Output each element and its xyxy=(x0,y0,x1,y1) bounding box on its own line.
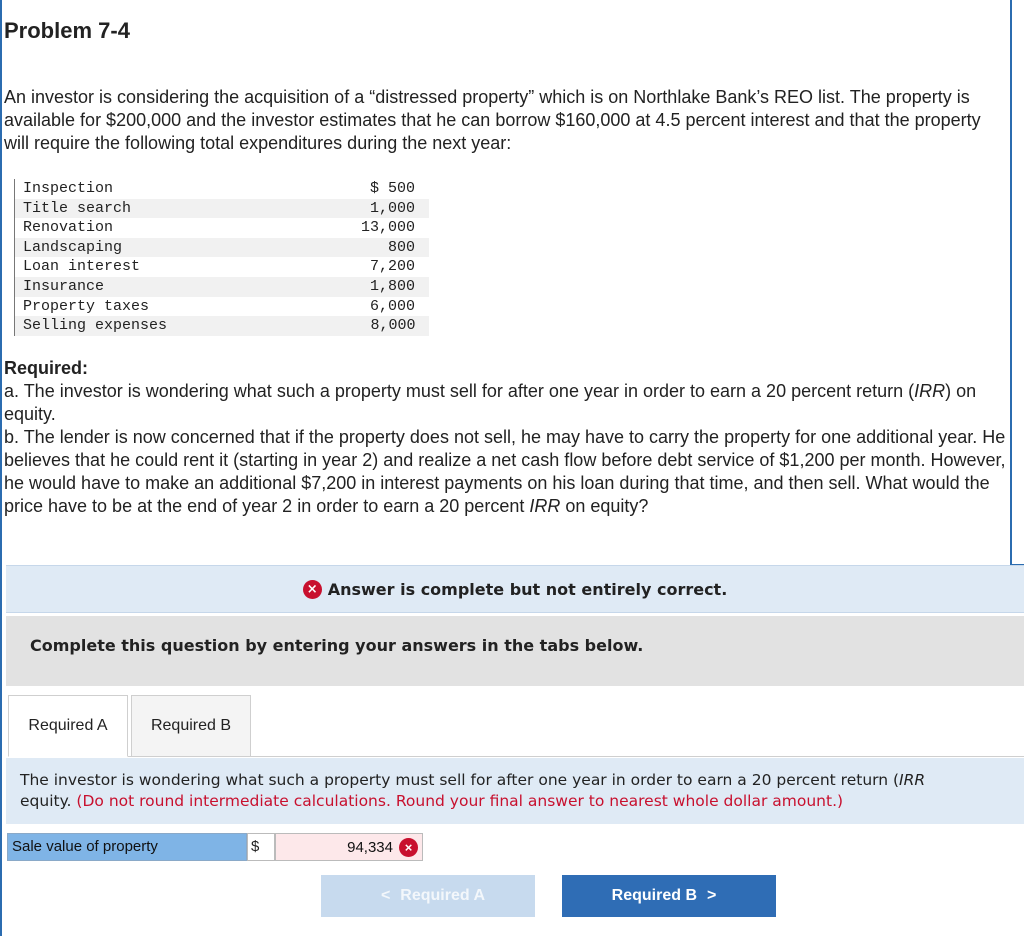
required-heading: Required: xyxy=(4,358,89,378)
panel-question-line2: equity. (Do not round intermediate calculations. Round your final answer to nearest whole dollar amount.) xyxy=(20,792,844,810)
tab-required-a[interactable]: Required A xyxy=(8,695,128,757)
prev-required-a-button[interactable] xyxy=(321,875,535,917)
answer-label: Sale value of property xyxy=(7,833,247,861)
required-text xyxy=(4,380,1009,518)
required-part-a: a. The investor is wondering what such a property must sell for after one year in order to earn a 20 percent return (IRR) on equity. xyxy=(4,381,977,424)
question-panel xyxy=(6,758,1024,824)
expense-amount: 8,000 xyxy=(263,316,429,336)
expense-amount: 6,000 xyxy=(369,297,415,315)
answer-status-banner xyxy=(6,565,1024,613)
table-row xyxy=(15,257,429,277)
panel-question-line: The investor is wondering what such a property must sell for after one year in order to earn a 20 percent return (IRR xyxy=(20,771,926,789)
answer-status-text: Answer is complete but not entirely correct. xyxy=(327,579,728,599)
expenditure-table xyxy=(14,179,429,336)
expense-amount: 1,000 xyxy=(263,199,429,219)
expense-label: Landscaping xyxy=(15,238,264,258)
expense-label: Renovation xyxy=(15,218,264,238)
instructions-bar: Complete this question by entering your answers in the tabs below. xyxy=(6,616,1024,686)
sale-value-text: 94,334 xyxy=(347,838,393,856)
expense-amount: 1,800 xyxy=(263,277,429,297)
right-frame-border xyxy=(1010,0,1012,566)
table-row xyxy=(15,199,429,219)
table-row xyxy=(15,179,429,199)
tab-divider xyxy=(128,756,1024,757)
left-frame-border xyxy=(0,0,2,936)
error-x-icon: × xyxy=(303,580,322,599)
incorrect-x-icon: × xyxy=(399,838,418,857)
expense-label: Insurance xyxy=(15,277,264,297)
expense-amount: $ 500 xyxy=(369,180,415,197)
expense-amount: 13,000 xyxy=(360,219,415,237)
next-button-label: Required B xyxy=(611,887,697,904)
table-row xyxy=(15,277,429,297)
expense-label: Inspection xyxy=(15,179,264,199)
tab-required-b[interactable]: Required B xyxy=(131,695,251,757)
expense-label: Property taxes xyxy=(15,297,264,317)
chevron-left-icon: < xyxy=(380,887,391,904)
table-row xyxy=(15,297,429,317)
problem-title: Problem 7-4 xyxy=(4,18,130,43)
table-row xyxy=(15,316,429,336)
currency-symbol: $ xyxy=(247,833,275,861)
expense-label: Title search xyxy=(15,199,264,219)
table-row xyxy=(15,238,429,258)
required-part-b: b. The lender is now concerned that if the property does not sell, he may have to carry the property for one additional year. He believes that he could rent it (starting in year 2) and realize a net cash flow before debt service of $1,200 per month. However, he would have to make an additional $7,200 in interest payments on his loan during that time, and then sell. What would the price have to be at the end of year 2 in order to earn a 20 percent IRR on equity? xyxy=(4,427,1006,516)
expense-label: Loan interest xyxy=(15,257,264,277)
next-required-b-button[interactable] xyxy=(562,875,776,917)
expense-amount: 7,200 xyxy=(369,258,415,276)
answer-row xyxy=(7,833,423,861)
rounding-hint: (Do not round intermediate calculations. Round your final answer to nearest whole dollar amount.) xyxy=(76,792,844,810)
sale-value-input[interactable] xyxy=(275,833,423,861)
expense-amount: 800 xyxy=(263,238,429,258)
table-row xyxy=(15,218,429,238)
prev-button-label: Required A xyxy=(400,887,486,904)
chevron-right-icon: > xyxy=(707,887,717,904)
expense-label: Selling expenses xyxy=(15,316,264,336)
problem-intro: An investor is considering the acquisition of a “distressed property” which is on Northlake Bank’s REO list. The property is available for $200,000 and the investor estimates that he can borrow $160,000 at 4.5 percent interest and that the property will require the following total expenditures during the next year: xyxy=(4,87,981,153)
